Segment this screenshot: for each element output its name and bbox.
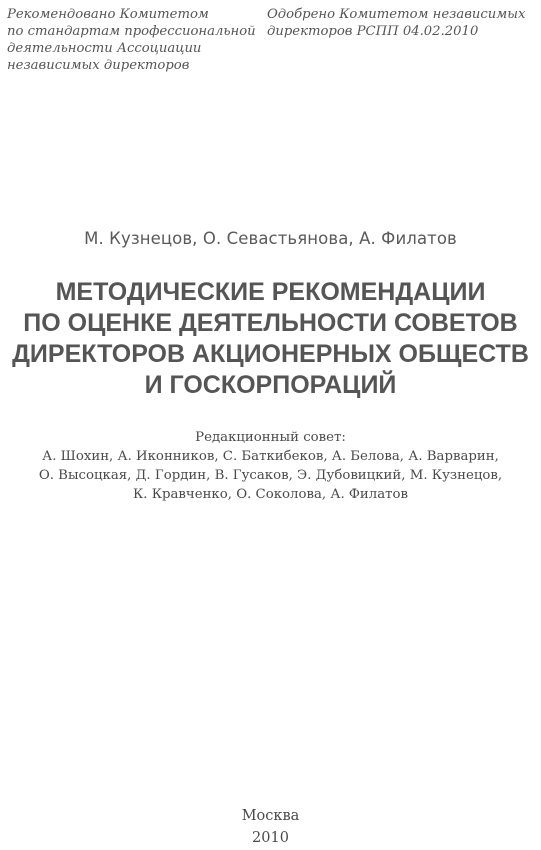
imprint bbox=[0, 805, 541, 849]
title-line: ДИРЕКТОРОВ АКЦИОНЕРНЫХ ОБЩЕСТВ bbox=[12, 340, 529, 368]
title-line: ПО ОЦЕНКЕ ДЕЯТЕЛЬНОСТИ СОВЕТОВ bbox=[23, 309, 518, 337]
editorial-board-members: А. Шохин, А. Иконников, С. Баткибеков, А. Белова, А. Варварин, bbox=[42, 449, 499, 464]
approval-right-line: директоров РСПП 04.02.2010 bbox=[267, 24, 479, 39]
editorial-board-heading: Редакционный совет: bbox=[195, 430, 346, 445]
approval-note-right bbox=[267, 6, 537, 40]
imprint-year: 2010 bbox=[252, 830, 289, 846]
approval-right-line: Одобрено Комитетом независимых bbox=[267, 7, 526, 22]
imprint-city: Москва bbox=[241, 808, 300, 824]
approval-left-line: по стандартам профессиональной bbox=[7, 24, 256, 39]
approval-note-left bbox=[7, 6, 259, 74]
editorial-board-members: К. Кравченко, О. Соколова, А. Филатов bbox=[132, 487, 409, 502]
approval-left-line: независимых директоров bbox=[7, 58, 190, 73]
editorial-board-members: О. Высоцкая, Д. Гордин, В. Гусаков, Э. Дубовицкий, М. Кузнецов, bbox=[38, 468, 503, 483]
approval-left-line: деятельности Ассоциации bbox=[7, 41, 202, 56]
title-line: И ГОСКОРПОРАЦИЙ bbox=[144, 371, 397, 399]
document-title bbox=[0, 277, 541, 401]
editorial-board bbox=[0, 428, 541, 504]
title-line: МЕТОДИЧЕСКИЕ РЕКОМЕНДАЦИИ bbox=[55, 278, 486, 306]
authors: М. Кузнецов, О. Севастьянова, А. Филатов bbox=[84, 229, 457, 248]
approval-left-line: Рекомендовано Комитетом bbox=[7, 7, 209, 22]
